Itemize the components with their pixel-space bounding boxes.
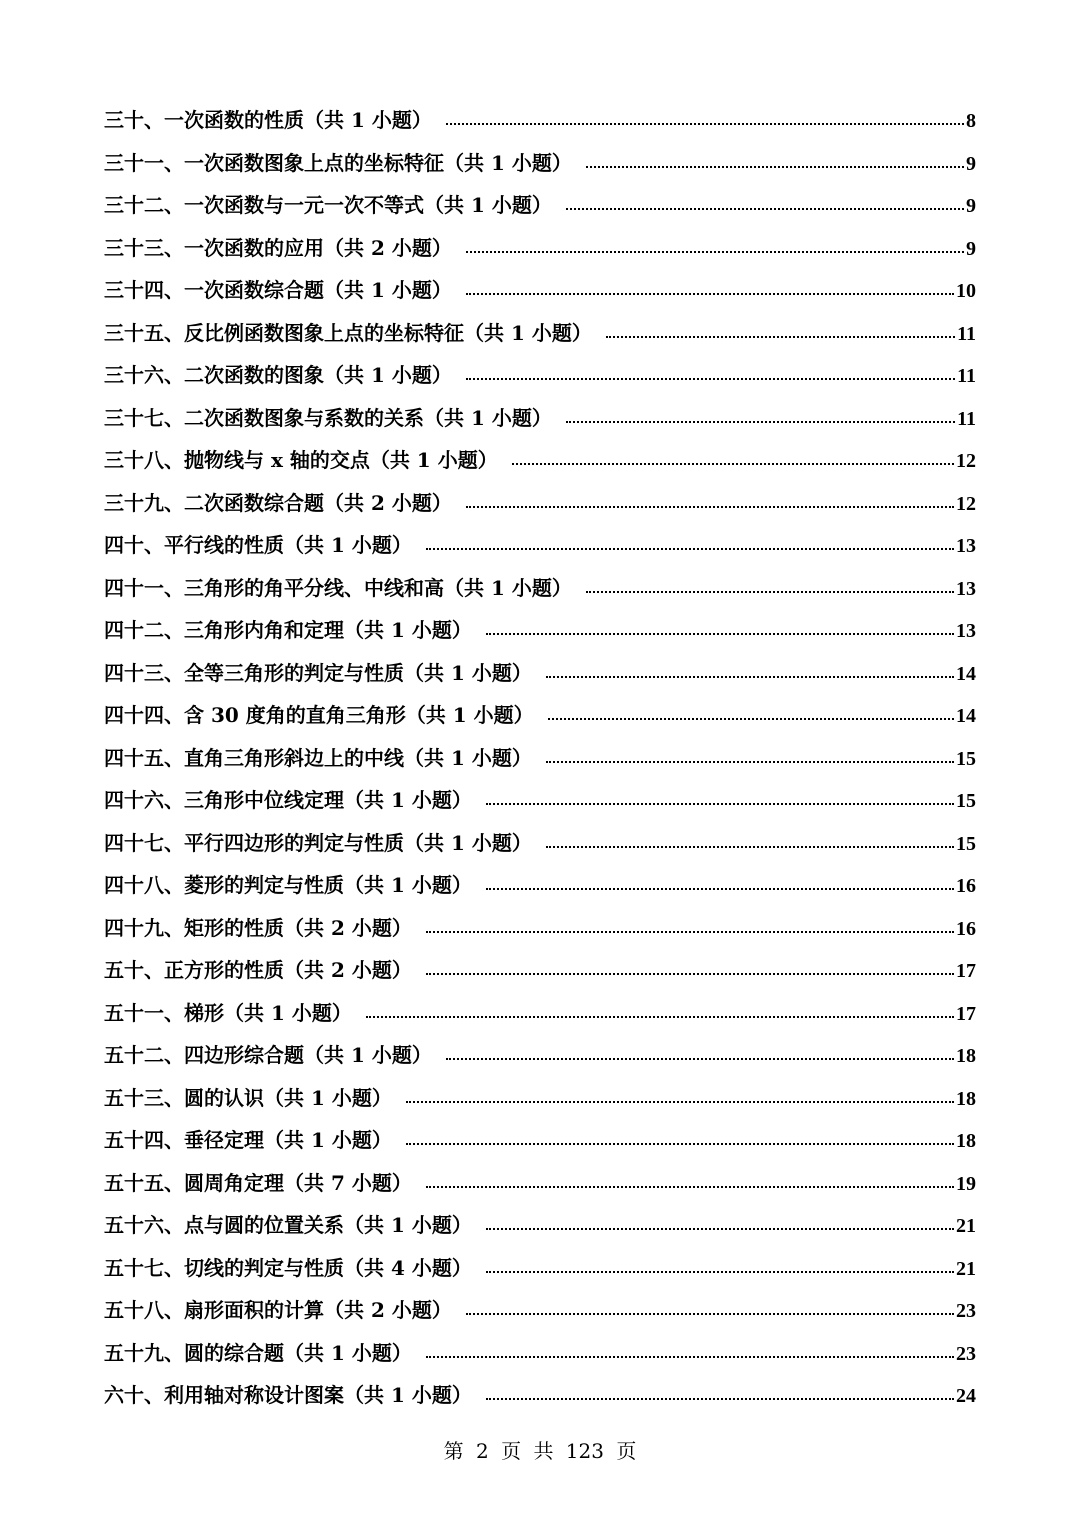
toc-entry-title: 五十七、切线的判定与性质（共 4 小题） xyxy=(104,1255,472,1280)
toc-entry-page: 12 xyxy=(956,492,976,515)
toc-entry[interactable] xyxy=(104,699,976,742)
toc-entry-page: 23 xyxy=(956,1300,976,1322)
toc-entry[interactable] xyxy=(104,1039,976,1082)
toc-entry-page: 17 xyxy=(956,1002,976,1025)
page-footer: 第 2 页 共 123 页 xyxy=(443,1439,637,1463)
toc-dot-leader xyxy=(466,506,954,508)
toc-entry-title: 三十一、一次函数图象上点的坐标特征（共 1 小题） xyxy=(104,150,572,175)
toc-dot-leader xyxy=(426,931,954,933)
toc-entry-title: 四十六、三角形中位线定理（共 1 小题） xyxy=(104,788,472,812)
toc-dot-leader xyxy=(546,761,954,763)
toc-entry-page: 9 xyxy=(966,237,976,260)
table-of-contents xyxy=(104,104,976,1422)
toc-entry-page: 13 xyxy=(956,535,976,557)
toc-entry-page: 11 xyxy=(957,322,976,345)
toc-entry-page: 15 xyxy=(956,790,976,812)
toc-entry-page: 19 xyxy=(956,1172,976,1195)
toc-dot-leader xyxy=(466,293,954,295)
toc-entry-page: 13 xyxy=(956,577,976,600)
toc-entry-title: 四十九、矩形的性质（共 2 小题） xyxy=(104,915,412,940)
toc-entry-title: 三十六、二次函数的图象（共 1 小题） xyxy=(104,363,452,387)
toc-entry[interactable] xyxy=(104,954,976,997)
toc-entry-page: 9 xyxy=(966,152,976,175)
toc-entry-title: 五十五、圆周角定理（共 7 小题） xyxy=(104,1170,412,1195)
toc-entry-title: 四十五、直角三角形斜边上的中线（共 1 小题） xyxy=(104,745,532,770)
toc-entry[interactable] xyxy=(104,1124,976,1167)
toc-entry-page: 12 xyxy=(956,450,976,472)
toc-entry[interactable] xyxy=(104,1167,976,1210)
toc-dot-leader xyxy=(486,633,954,635)
toc-entry[interactable] xyxy=(104,742,976,785)
toc-entry-title: 六十、利用轴对称设计图案（共 1 小题） xyxy=(104,1383,472,1407)
toc-entry[interactable] xyxy=(104,912,976,955)
toc-dot-leader xyxy=(546,846,954,848)
toc-dot-leader xyxy=(446,123,964,125)
toc-dot-leader xyxy=(606,336,955,338)
toc-entry-page: 15 xyxy=(956,747,976,770)
toc-entry-title: 三十三、一次函数的应用（共 2 小题） xyxy=(104,235,452,260)
toc-entry-title: 三十、一次函数的性质（共 1 小题） xyxy=(104,108,432,132)
toc-entry-page: 15 xyxy=(956,832,976,855)
toc-entry-page: 14 xyxy=(956,705,976,727)
toc-entry-title: 五十二、四边形综合题（共 1 小题） xyxy=(104,1043,432,1067)
toc-dot-leader xyxy=(486,1271,954,1273)
toc-dot-leader xyxy=(366,1016,954,1018)
toc-entry-title: 五十六、点与圆的位置关系（共 1 小题） xyxy=(104,1213,472,1237)
toc-entry-title: 五十九、圆的综合题（共 1 小题） xyxy=(104,1340,412,1365)
toc-entry-title: 三十七、二次函数图象与系数的关系（共 1 小题） xyxy=(104,405,552,430)
toc-entry-page: 16 xyxy=(956,917,976,940)
toc-entry-title: 四十八、菱形的判定与性质（共 1 小题） xyxy=(104,873,472,897)
toc-entry[interactable] xyxy=(104,1379,976,1422)
toc-entry-page: 21 xyxy=(956,1215,976,1237)
toc-entry-page: 13 xyxy=(956,620,976,642)
toc-dot-leader xyxy=(546,676,954,678)
toc-dot-leader xyxy=(512,463,954,465)
toc-dot-leader xyxy=(566,208,964,210)
toc-entry-page: 10 xyxy=(956,280,976,302)
toc-entry[interactable] xyxy=(104,1252,976,1295)
toc-entry-title: 五十八、扇形面积的计算（共 2 小题） xyxy=(104,1298,452,1322)
toc-dot-leader xyxy=(486,888,954,890)
toc-entry-page: 21 xyxy=(956,1257,976,1280)
toc-dot-leader xyxy=(486,1228,954,1230)
toc-dot-leader xyxy=(406,1101,954,1103)
toc-entry-page: 24 xyxy=(956,1385,976,1407)
toc-entry[interactable] xyxy=(104,1082,976,1125)
toc-entry-page: 18 xyxy=(956,1087,976,1110)
toc-entry-title: 四十、平行线的性质（共 1 小题） xyxy=(104,533,412,557)
toc-entry-title: 五十、正方形的性质（共 2 小题） xyxy=(104,958,412,982)
toc-entry-title: 四十三、全等三角形的判定与性质（共 1 小题） xyxy=(104,660,532,685)
toc-entry[interactable] xyxy=(104,104,976,147)
toc-entry[interactable] xyxy=(104,317,976,360)
toc-entry[interactable] xyxy=(104,572,976,615)
toc-dot-leader xyxy=(426,1186,954,1188)
toc-entry[interactable] xyxy=(104,997,976,1040)
toc-entry-page: 18 xyxy=(956,1045,976,1067)
toc-dot-leader xyxy=(426,1356,954,1358)
toc-entry-page: 14 xyxy=(956,662,976,685)
toc-dot-leader xyxy=(466,378,955,380)
toc-entry-page: 23 xyxy=(956,1342,976,1365)
toc-entry[interactable] xyxy=(104,1209,976,1252)
toc-entry[interactable] xyxy=(104,869,976,912)
toc-entry[interactable] xyxy=(104,232,976,275)
toc-entry-title: 四十四、含 30 度角的直角三角形（共 1 小题） xyxy=(104,703,534,727)
toc-dot-leader xyxy=(566,421,955,423)
toc-entry[interactable] xyxy=(104,827,976,870)
toc-entry[interactable] xyxy=(104,784,976,827)
toc-entry-title: 三十五、反比例函数图象上点的坐标特征（共 1 小题） xyxy=(104,320,592,345)
toc-entry-title: 四十一、三角形的角平分线、中线和高（共 1 小题） xyxy=(104,575,572,600)
toc-entry[interactable] xyxy=(104,274,976,317)
toc-entry[interactable] xyxy=(104,444,976,487)
toc-dot-leader xyxy=(486,1398,954,1400)
toc-dot-leader xyxy=(466,1313,954,1315)
toc-entry-title: 五十三、圆的认识（共 1 小题） xyxy=(104,1085,392,1110)
toc-entry[interactable] xyxy=(104,657,976,700)
toc-dot-leader xyxy=(548,718,954,720)
toc-entry-page: 9 xyxy=(966,195,976,217)
toc-entry[interactable] xyxy=(104,1294,976,1337)
toc-entry-page: 8 xyxy=(966,110,976,132)
toc-entry-title: 四十七、平行四边形的判定与性质（共 1 小题） xyxy=(104,830,532,855)
toc-entry[interactable] xyxy=(104,359,976,402)
toc-entry[interactable] xyxy=(104,529,976,572)
toc-entry[interactable] xyxy=(104,147,976,190)
toc-entry-title: 四十二、三角形内角和定理（共 1 小题） xyxy=(104,618,472,642)
toc-dot-leader xyxy=(486,803,954,805)
toc-entry-title: 三十二、一次函数与一元一次不等式（共 1 小题） xyxy=(104,193,552,217)
toc-entry-title: 三十九、二次函数综合题（共 2 小题） xyxy=(104,490,452,515)
toc-entry[interactable] xyxy=(104,614,976,657)
toc-entry[interactable] xyxy=(104,1337,976,1380)
toc-entry-page: 18 xyxy=(956,1130,976,1152)
toc-entry[interactable] xyxy=(104,487,976,530)
toc-entry-title: 五十一、梯形（共 1 小题） xyxy=(104,1000,352,1025)
toc-entry-page: 17 xyxy=(956,960,976,982)
toc-dot-leader xyxy=(446,1058,954,1060)
toc-entry-title: 三十八、抛物线与 x 轴的交点（共 1 小题） xyxy=(104,448,498,472)
toc-entry-page: 11 xyxy=(957,365,976,387)
toc-entry[interactable] xyxy=(104,402,976,445)
toc-dot-leader xyxy=(406,1143,954,1145)
toc-dot-leader xyxy=(466,251,964,253)
toc-entry-title: 三十四、一次函数综合题（共 1 小题） xyxy=(104,278,452,302)
toc-entry[interactable] xyxy=(104,189,976,232)
toc-dot-leader xyxy=(426,548,954,550)
toc-dot-leader xyxy=(586,591,954,593)
toc-dot-leader xyxy=(426,973,954,975)
toc-entry-title: 五十四、垂径定理（共 1 小题） xyxy=(104,1128,392,1152)
toc-entry-page: 11 xyxy=(957,407,976,430)
toc-entry-page: 16 xyxy=(956,875,976,897)
toc-dot-leader xyxy=(586,166,964,168)
